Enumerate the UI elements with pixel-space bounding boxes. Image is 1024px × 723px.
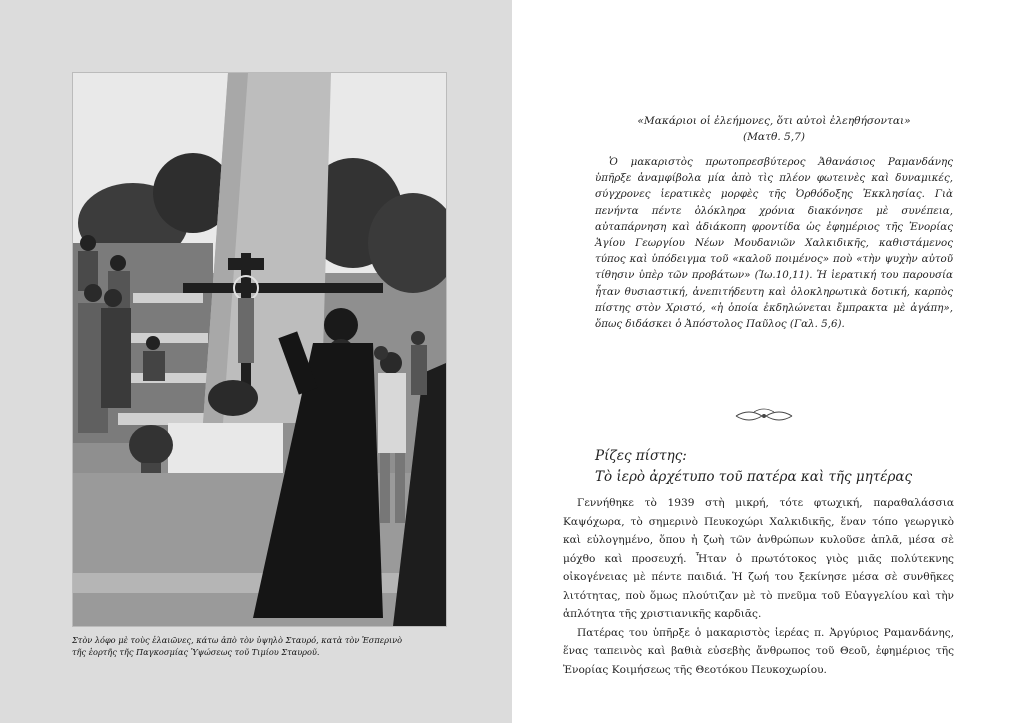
epigraph-reference: (Ματθ. 5,7)	[742, 131, 806, 143]
section-heading	[595, 446, 953, 488]
photo-image	[73, 73, 446, 626]
roots-paragraph-2: Πατέρας του ὑπῆρξε ὁ μακαριστὸς ἱερέας π. Ἀργύριος Ραμανδάνης, ἕνας ταπεινὸς καὶ βαθιὰ εὐσεβὴς ἄνθρωπος τοῦ Θεοῦ, ἐφημέριος τῆς Ἐνορίας Κοιμήσεως τῆς Θεοτόκου Πευκοχωρίου.	[563, 626, 954, 676]
roots-paragraph-1: Γεννήθηκε τὸ 1939 στὴ μικρή, τότε φτωχική, παραθαλάσσια Καψόχωρα, τὸ σημερινὸ Πευκοχώρι Χαλκιδικῆς, ἕναν τόπο γεωργικὸ καὶ εὐλογημένο, ὅπου ἡ ζωὴ τῶν ἀνθρώπων κυλοῦσε ἁπλᾶ, μέσα σὲ μόχθο καὶ προσευχή. Ἦταν ὁ πρωτότοκος γιὸς μιᾶς πολύτεκνης οἰκογένειας μὲ πέντε παιδιά. Ἡ ζωή του ξεκίνησε μέσα σὲ συνθῆκες λιτότητας, ποὺ ὅμως πλούτιζαν μὲ τὸ πνεῦμα τοῦ Εὐαγγελίου καὶ τὴν ἁπλότητα τῆς χριστιανικῆς καρδιᾶς.	[563, 497, 954, 620]
heading-line-2: Τὸ ἱερὸ ἀρχέτυπο τοῦ πατέρα καὶ τῆς μητέρας	[595, 469, 913, 485]
ornament-divider-icon	[734, 406, 794, 426]
caption-line-1: Στὸν λόφο μὲ τοὺς ἐλαιῶνες, κάτω ἀπὸ τὸν ὑψηλὸ Σταυρό, κατὰ τὸν Ἑσπερινὸ	[72, 635, 403, 645]
photo-caption	[72, 634, 452, 658]
roots-section	[563, 494, 954, 679]
heading-line-1: Ρίζες πίστης:	[595, 448, 687, 464]
black-and-white-photo	[72, 72, 447, 627]
intro-paragraph: Ὁ μακαριστὸς πρωτοπρεσβύτερος Ἀθανάσιος Ραμανδάνης ὑπῆρξε ἀναμφίβολα μία ἀπὸ τὶς πλέον φωτεινὲς καὶ δυναμικές, σύγχρονες ἱερατικὲς μορφὲς τῆς Ὀρθόδοξης Ἐκκλησίας. Γιὰ πενήντα πέντε ὁλόκληρα χρόνια διακόνησε μὲ συνέπεια, αὐταπάρνηση καὶ ἀδιάκοπη φροντίδα ὡς ἐφημέριος τῆς Ἐνορίας Ἁγίου Γεωργίου Νέων Μουδανιῶν Χαλκιδικῆς, καθιστάμενος τύπος καὶ ὑπόδειγμα τοῦ «καλοῦ ποιμένος» ποὺ «τὴν ψυχὴν αὐτοῦ τίθησιν ὑπὲρ τῶν προβάτων» (Ἰω.10,11). Ἡ ἱερατική του παρουσία ἦταν θυσιαστική, ἀνεπιτήδευτη καὶ ὁλοκληρωτικὰ δοτική, καρπὸς πίστης στὸν Χριστό, «ἡ ὁποία ἐκδηλώνεται ἔμπρακτα μὲ ἀγάπη», ὅπως διδάσκει ὁ Ἀπόστολος Παῦλος (Γαλ. 5,6).	[595, 156, 953, 331]
caption-line-2: τῆς ἑορτῆς τῆς Παγκοσμίας Ὑψώσεως τοῦ Τιμίου Σταυροῦ.	[72, 647, 320, 657]
epigraph	[595, 113, 953, 145]
epigraph-quote: «Μακάριοι οἱ ἐλεήμονες, ὅτι αὐτοὶ ἐλεηθήσονται»	[637, 115, 911, 127]
intro-section	[595, 154, 953, 332]
